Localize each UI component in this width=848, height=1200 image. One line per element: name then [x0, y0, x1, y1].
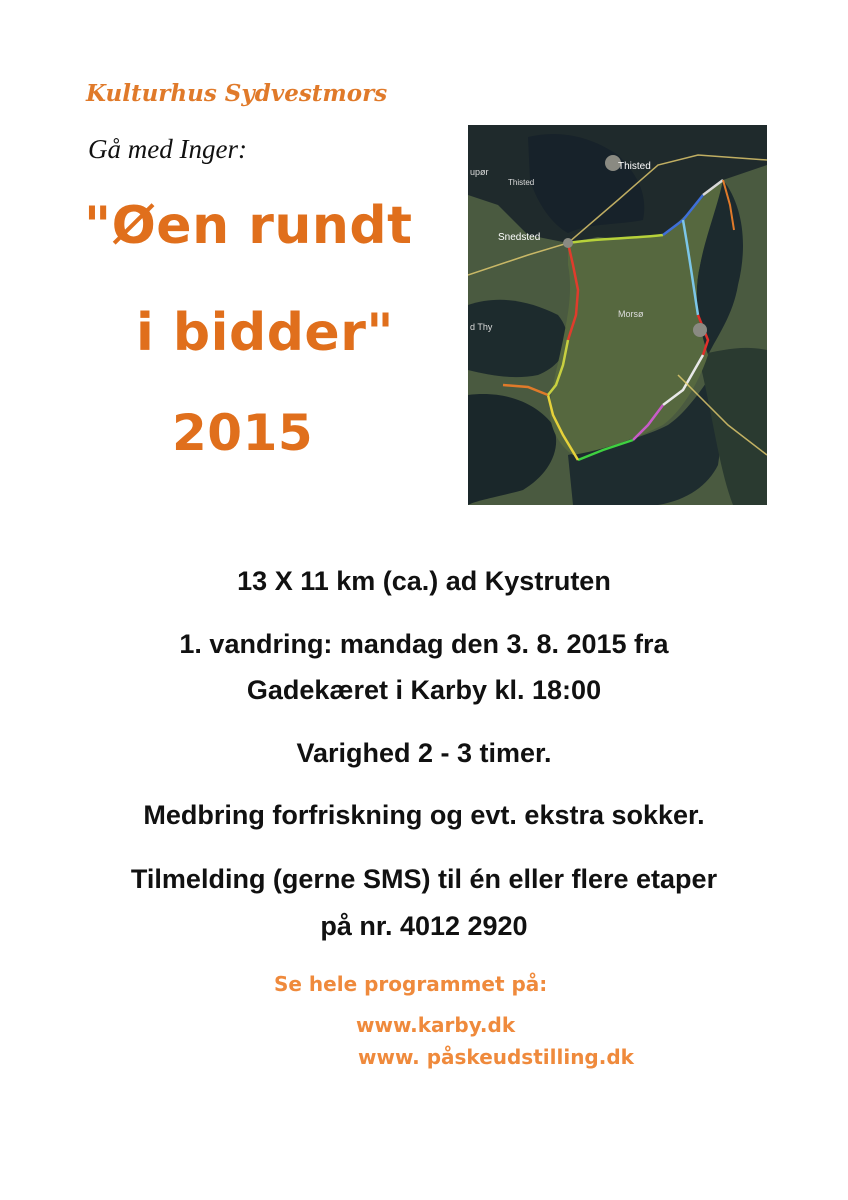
- intro-text: Gå med Inger:: [88, 134, 247, 164]
- map-label-thisted-small: Thisted: [508, 178, 535, 187]
- map-label-morso: Morsø: [618, 309, 644, 319]
- signup-line-2: på nr. 4012 2920: [320, 911, 528, 941]
- satellite-map: [468, 125, 767, 505]
- duration-text: Varighed 2 - 3 timer.: [296, 738, 552, 768]
- title-line-2: i bidder": [136, 303, 394, 363]
- map-label-thy: d Thy: [470, 322, 493, 332]
- organizer-name: Kulturhus Sydvestmors: [86, 80, 388, 107]
- bring-text: Medbring forfriskning og evt. ekstra sokker.: [143, 800, 705, 830]
- map-label-snedsted: Snedsted: [498, 232, 541, 243]
- first-walk-line-2: Gadekæret i Karby kl. 18:00: [246, 675, 602, 705]
- distance-text: 13 X 11 km (ca.) ad Kystruten: [237, 566, 611, 596]
- program-link-karby[interactable]: www.karby.dk: [356, 1013, 516, 1037]
- title-line-1: "Øen rundt: [84, 196, 413, 256]
- title-year: 2015: [172, 404, 314, 462]
- map-label-upor: upør: [470, 167, 489, 177]
- first-walk-line-1: 1. vandring: mandag den 3. 8. 2015 fra: [179, 629, 669, 659]
- signup-line-1: Tilmelding (gerne SMS) til én eller flere etaper: [130, 864, 718, 894]
- route-map-image: [468, 125, 767, 505]
- program-heading: Se hele programmet på:: [274, 972, 548, 996]
- program-link-paaskeudstilling[interactable]: www. påskeudstilling.dk: [358, 1045, 634, 1069]
- map-label-thisted: Thisted: [618, 161, 651, 172]
